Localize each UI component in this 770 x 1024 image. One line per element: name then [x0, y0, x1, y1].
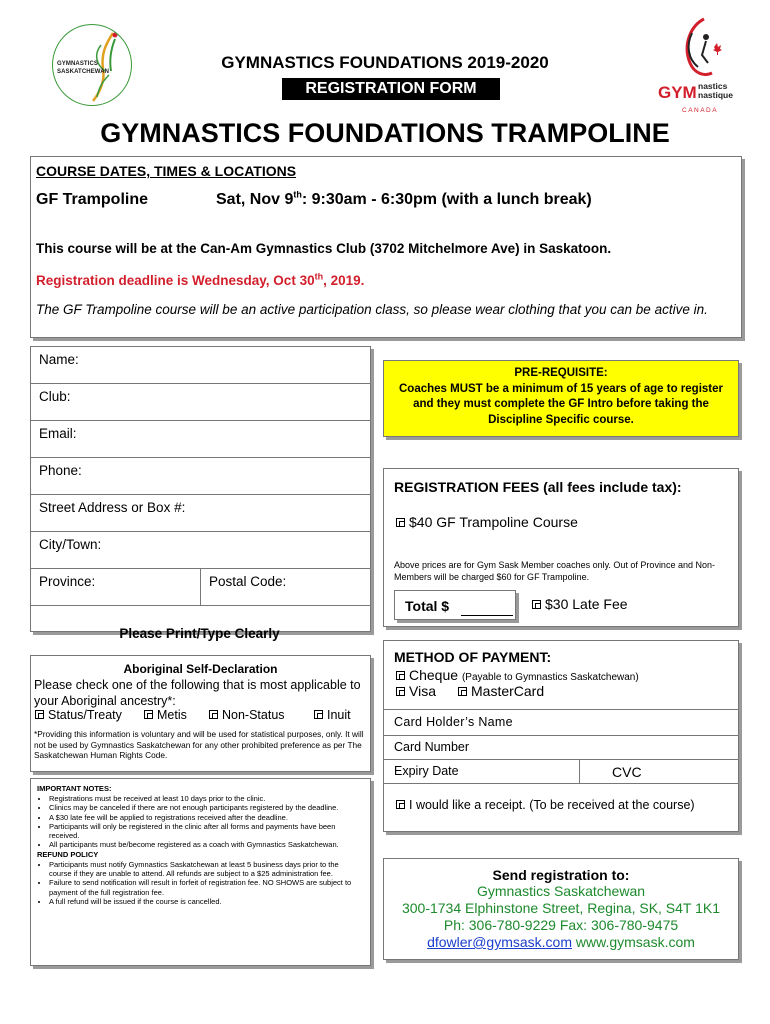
prerequisite-box — [383, 360, 739, 437]
logo-nastics-line1: nastics — [698, 81, 728, 91]
checkbox-icon[interactable] — [532, 600, 541, 609]
header-title: GYMNASTICS FOUNDATIONS 2019-2020 — [221, 53, 549, 72]
course-date-sup: th — [293, 189, 302, 200]
late-fee-option[interactable] — [532, 596, 628, 612]
checkbox-icon[interactable] — [396, 518, 405, 527]
checkbox-icon[interactable] — [144, 710, 153, 719]
note-item: • Participants will only be registered in the clinic after all forms and payments have been received. — [49, 822, 362, 841]
course-location: This course will be at the Can-Am Gymnastics Club (3702 Mitchelmore Ave) in Saskatoon. — [36, 241, 612, 256]
logo-nastics-line2: nastique — [698, 90, 733, 100]
aboriginal-declaration-box — [30, 655, 371, 772]
checkbox-icon[interactable] — [458, 687, 467, 696]
prereq-heading: PRE-REQUISITE: — [514, 367, 608, 379]
metis-option[interactable] — [144, 708, 187, 722]
total-label: Total $ — [405, 598, 450, 614]
note-item: • Registrations must be received at least 10 days prior to the clinic. — [49, 794, 362, 803]
metis-label: Metis — [157, 708, 187, 722]
checkbox-icon[interactable] — [396, 800, 405, 809]
logo-gym-text: GYM — [658, 83, 697, 102]
refund-item: • Failure to send notification will result in forfeit of registration fee. NO SHOWS are subject to payment of the full registration fee. — [49, 878, 362, 897]
payment-box — [383, 640, 739, 832]
city-field[interactable] — [31, 532, 370, 569]
refund-item: • Participants must notify Gymnastics Saskatchewan at least 5 business days prior to the course if they are unable to attend. All refunds are subject to a $25 administration fee. — [49, 860, 362, 879]
logo-text-gymnastics: GYMNASTICS — [57, 61, 99, 67]
note-item: • A $30 late fee will be applied to registrations received after the deadline. — [49, 813, 362, 822]
postal-code-field[interactable] — [201, 569, 370, 606]
club-label: Club: — [39, 389, 71, 404]
send-website-link[interactable]: www.gymsask.com — [575, 934, 695, 950]
cvc-field[interactable]: CVC — [612, 764, 642, 780]
prereq-text: Coaches MUST be a minimum of 15 years of age to register and they must complete the GF Intro before taking the Discipline Specific course. — [398, 382, 723, 426]
divider — [384, 735, 738, 736]
page-title: GYMNASTICS FOUNDATIONS TRAMPOLINE — [100, 118, 670, 148]
fees-heading: REGISTRATION FEES (all fees include tax): — [394, 479, 682, 495]
checkbox-icon[interactable] — [35, 710, 44, 719]
city-label: City/Town: — [39, 537, 102, 552]
course-time: : 9:30am - 6:30pm (with a lunch break) — [301, 191, 592, 208]
divider — [384, 709, 738, 710]
payment-heading: METHOD OF PAYMENT: — [394, 649, 552, 665]
mastercard-label: MasterCard — [471, 683, 545, 699]
send-email-link[interactable]: dfowler@gymsask.com — [427, 934, 572, 950]
aboriginal-heading: Aboriginal Self-Declaration — [123, 662, 278, 676]
divider — [579, 759, 580, 783]
course-fee-option[interactable] — [396, 514, 578, 530]
send-org: Gymnastics Saskatchewan — [476, 883, 646, 899]
registration-form — [30, 346, 371, 632]
cheque-label: Cheque — [409, 667, 459, 683]
checkbox-icon[interactable] — [209, 710, 218, 719]
name-label: Name: — [39, 352, 79, 367]
print-clearly-note: Please Print/Type Clearly — [119, 626, 280, 641]
late-fee-label: $30 Late Fee — [545, 596, 628, 612]
inuit-option[interactable] — [314, 708, 351, 722]
status-treaty-option[interactable] — [35, 708, 122, 722]
gymnastics-canada-logo — [652, 15, 738, 115]
visa-option[interactable] — [396, 683, 436, 699]
deadline-year: , 2019. — [323, 273, 365, 288]
send-contact — [384, 934, 738, 951]
street-field[interactable] — [31, 495, 370, 532]
divider — [384, 759, 738, 760]
receipt-label: I would like a receipt. (To be received at the course) — [409, 798, 695, 812]
send-phone-fax: Ph: 306-780-9229 Fax: 306-780-9475 — [443, 917, 679, 933]
total-underline — [461, 615, 513, 616]
cheque-option[interactable] — [396, 667, 639, 683]
postal-code-label: Postal Code: — [209, 574, 287, 589]
notes-heading: IMPORTANT NOTES: — [37, 784, 112, 793]
email-label: Email: — [39, 426, 77, 441]
email-field[interactable] — [31, 421, 370, 458]
card-number-field[interactable]: Card Number — [394, 740, 470, 754]
refund-list — [37, 860, 362, 906]
header-subtitle: REGISTRATION FORM — [282, 78, 500, 100]
course-date-time — [216, 191, 592, 209]
registration-deadline — [36, 273, 364, 288]
aboriginal-instructions: Please check one of the following that is most applicable to your Aboriginal ancestry*: — [34, 678, 361, 708]
province-field[interactable] — [31, 569, 201, 606]
receipt-option[interactable] — [396, 798, 695, 812]
note-item: • All participants must be/become registered as a coach with Gymnastics Saskatchewan. — [49, 840, 362, 849]
course-name: GF Trampoline — [36, 191, 149, 208]
send-heading: Send registration to: — [492, 867, 630, 883]
refund-item: • A full refund will be issued if the course is cancelled. — [49, 897, 362, 906]
card-holder-field[interactable]: Card Holder’s Name — [394, 715, 513, 729]
fees-note: Above prices are for Gym Sask Member coaches only. Out of Province and Non-Members will be charged $60 for GF Trampoline. — [394, 560, 715, 582]
name-field[interactable] — [31, 347, 370, 384]
deadline-sup: th — [314, 271, 324, 282]
street-label: Street Address or Box #: — [39, 500, 186, 515]
refund-heading: REFUND POLICY — [37, 849, 99, 859]
checkbox-icon[interactable] — [396, 687, 405, 696]
province-label: Province: — [39, 574, 96, 589]
logo-nastics-text — [698, 82, 733, 100]
deadline-text: Registration deadline is Wednesday, Oct 30 — [36, 273, 315, 288]
logo-canada-text: CANADA — [682, 107, 719, 114]
total-box[interactable] — [394, 590, 516, 620]
send-registration-box — [383, 858, 739, 960]
visa-label: Visa — [409, 683, 436, 699]
checkbox-icon[interactable] — [396, 671, 405, 680]
aboriginal-footnote: *Providing this information is voluntary and will be used for statistical purposes, only. It will not be used by Gymnastics Saskatchewan for any other prohibited preference as per The Saskatchewan Human Rights Code. — [34, 729, 364, 760]
checkbox-icon[interactable] — [314, 710, 323, 719]
inuit-label: Inuit — [327, 708, 351, 722]
important-notes-box — [30, 778, 371, 966]
non-status-option[interactable] — [209, 708, 285, 722]
status-treaty-label: Status/Treaty — [48, 708, 122, 722]
registration-fees-box — [383, 468, 739, 627]
phone-field[interactable] — [31, 458, 370, 495]
club-field[interactable] — [31, 384, 370, 421]
phone-label: Phone: — [39, 463, 82, 478]
note-item: • Clinics may be canceled if there are not enough participants registered by the deadline. — [49, 803, 362, 812]
mastercard-option[interactable] — [458, 683, 544, 699]
course-info-box — [30, 156, 742, 338]
logo-text-saskatchewan: SASKATCHEWAN — [57, 69, 110, 75]
course-date: Sat, Nov 9 — [216, 191, 294, 208]
cheque-note: (Payable to Gymnastics Saskatchewan) — [461, 672, 639, 683]
send-address: 300-1734 Elphinstone Street, Regina, SK, S4T 1K1 — [401, 900, 721, 916]
divider — [384, 783, 738, 784]
course-note: The GF Trampoline course will be an active participation class, so please wear clothing that you can be active in. — [36, 302, 708, 317]
course-fee-label: $40 GF Trampoline Course — [409, 514, 578, 530]
non-status-label: Non-Status — [222, 708, 285, 722]
notes-list — [37, 794, 362, 850]
course-section-heading: COURSE DATES, TIMES & LOCATIONS — [36, 163, 297, 179]
expiry-date-field[interactable]: Expiry Date — [394, 764, 459, 778]
